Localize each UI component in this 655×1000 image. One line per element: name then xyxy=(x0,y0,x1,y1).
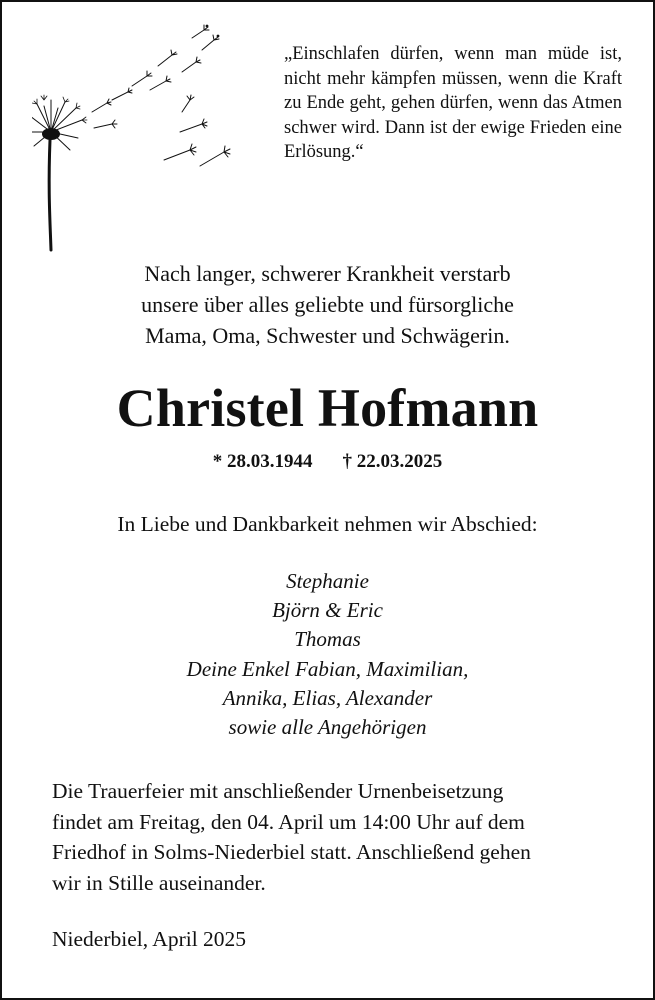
life-dates xyxy=(2,449,653,475)
mourners-list xyxy=(2,567,653,742)
mourner-line: sowie alle Angehörigen xyxy=(228,715,427,740)
dandelion-icon xyxy=(32,20,242,252)
place-and-date: Niederbiel, April 2025 xyxy=(52,927,247,951)
service-line: wir in Stille auseinander. xyxy=(52,870,266,895)
birth-date: * 28.03.1944 xyxy=(212,451,313,472)
mourner-line: Annika, Elias, Alexander xyxy=(222,685,433,710)
farewell-line: In Liebe und Dankbarkeit nehmen wir Abschied: xyxy=(117,512,538,536)
service-line: findet am Freitag, den 04. April um 14:00 Uhr auf dem xyxy=(52,809,525,834)
mourner-line: Stephanie xyxy=(286,569,369,593)
mourner-line: Björn & Eric xyxy=(272,598,383,623)
intro-line: Nach langer, schwerer Krankheit verstarb xyxy=(144,261,511,286)
service-line: Friedhof in Solms-Niederbiel statt. Anschließend gehen xyxy=(52,840,531,864)
intro-line: unsere über alles geliebte und fürsorgliche xyxy=(141,292,514,317)
quote-text: „Einschlafen dürfen, wenn man müde ist, nicht mehr kämpfen müssen, wenn die Kraft zu Ende geht, gehen dürfen, wenn das Atmen schwer wird. Dann ist der ewige Frieden eine Erlösung.“ xyxy=(284,44,622,162)
deceased-name: Christel Hofmann xyxy=(116,378,539,438)
mourner-line: Deine Enkel Fabian, Maximilian, xyxy=(186,656,469,681)
intro-text xyxy=(2,258,653,351)
death-date: † 22.03.2025 xyxy=(342,451,443,472)
service-line: Die Trauerfeier mit anschließender Urnenbeisetzung xyxy=(52,779,504,803)
mourner-line: Thomas xyxy=(294,627,361,652)
intro-line: Mama, Oma, Schwester und Schwägerin. xyxy=(145,323,510,348)
funeral-service-info xyxy=(52,776,612,898)
quote-block xyxy=(284,42,622,165)
